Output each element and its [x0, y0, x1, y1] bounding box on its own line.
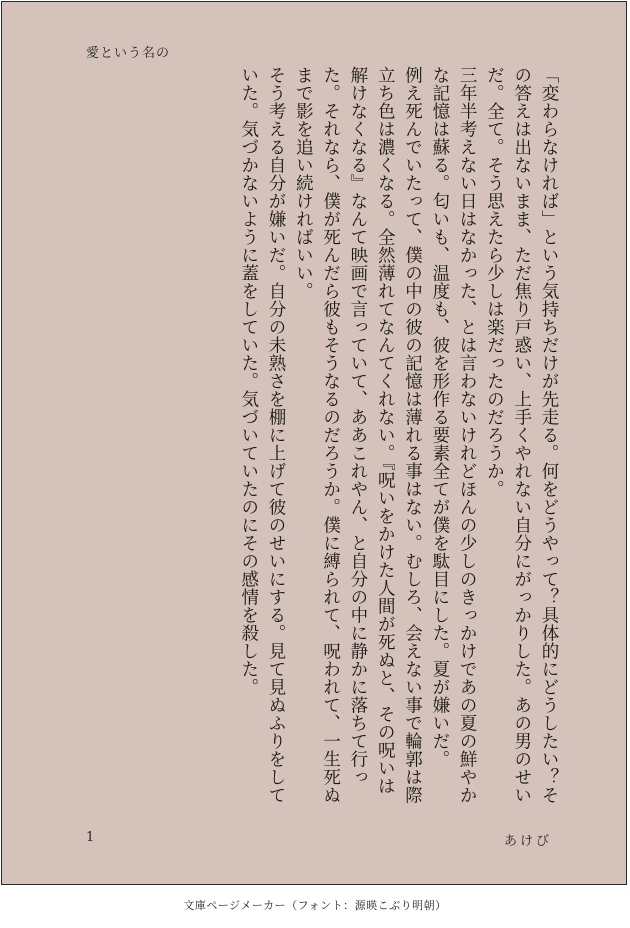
generator-credit: 文庫ページメーカー（フォント：源暎こぶり明朝） — [183, 899, 447, 912]
paragraph-4: そう考える自分が嫌いだ。自分の未熟さを棚に上げて彼のせいにする。見て見ぬふりをしていた。気づかないように蓋をしていた。気づいていたのにその感情を殺した。 — [238, 66, 287, 804]
book-page — [1, 1, 627, 885]
page-header-title: 愛という名の — [86, 46, 171, 61]
paragraph-2: 三年半考えない日はなかった、とは言わないけれどほんの少しのきっかけであの夏の鮮やかな記憶は蘇る。匂いも、温度も、彼を形作る要素全てが僕を駄目にした。夏が嫌いだ。 — [429, 66, 478, 804]
paragraph-3: 例え死んでいたって、僕の中の彼の記憶は薄れる事はない。むしろ、会えない事で輪郭は際立ち色は濃くなる。全然薄れてなんてくれない。『呪いをかけた人間が死ぬと、その呪いは解けなくなる』なんて映画で言っていて、ああこれやん、と自分の中に静かに落ちて行った。それなら、僕が死んだら彼もそうなるのだろうか。僕に縛られて、呪われて、一生死ぬまで影を追い続ければいい。 — [293, 66, 423, 804]
vertical-body-text — [86, 66, 562, 806]
page-number: 1 — [86, 830, 95, 845]
author-name: あけび — [503, 834, 552, 849]
paragraph-1: 「変わらなければ」という気持ちだけが先走る。何をどうやって？具体的にどうしたい？その答えは出ないまま、ただ焦り戸惑い、上手くやれない自分にがっかりした。あの男のせいだ。全て。そう思えたら少しは楽だったのだろうか。 — [484, 66, 559, 804]
